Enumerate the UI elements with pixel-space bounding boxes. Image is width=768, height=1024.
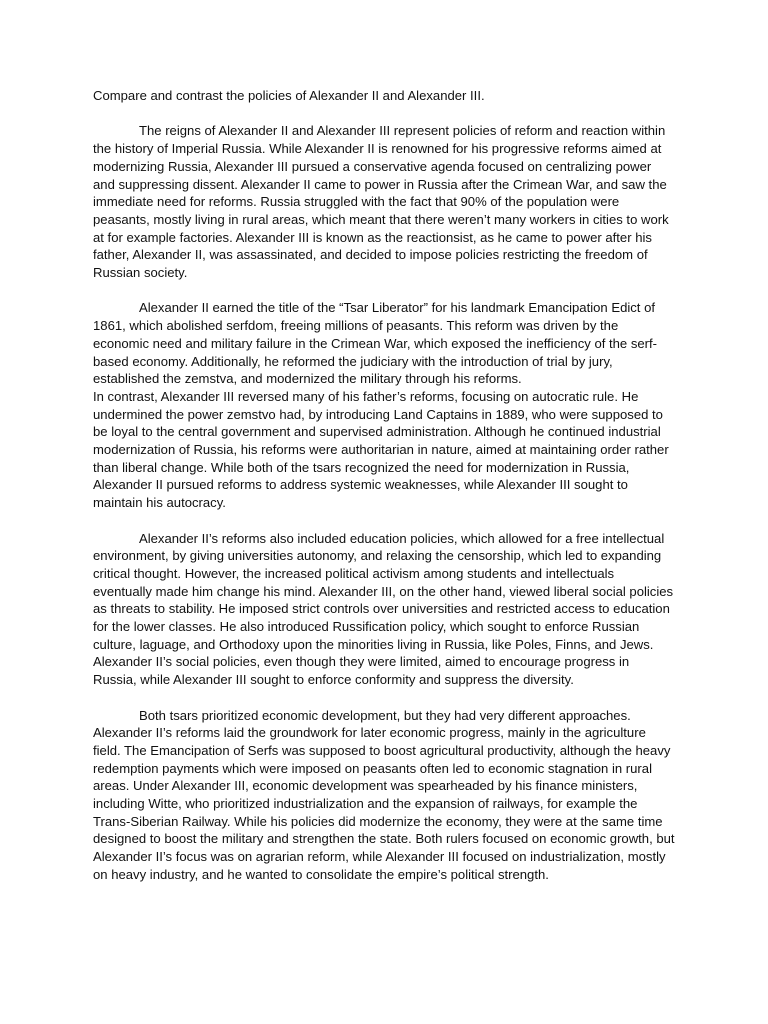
paragraph-economic-development: Both tsars prioritized economic development, but they had very different approaches. Alexander II’s reforms laid the groundwork for later economic progress, mainly in the agriculture field. The Emancipation of Serfs was supposed to boost agricultural productivity, although the heavy redemption payments which were imposed on peasants often led to economic stagnation in rural areas. Under Alexander III, economic development was spearheaded by his finance ministers, including Witte, who prioritized industrialization and the expansion of railways, for example the Trans-Siberian Railway. While his policies did modernize the economy, they were at the same time designed to boost the military and strengthen the state. Both rulers focused on economic growth, but Alexander II’s focus was on agrarian reform, while Alexander III focused on industrialization, mostly on heavy industry, and he wanted to consolidate the empire’s political strength. [93, 707, 675, 882]
paragraph-education-policies: Alexander II’s reforms also included education policies, which allowed for a free intellectual environment, by giving universities autonomy, and relaxing the censorship, which led to expanding critical thought. However, the increased political activism among students and intellectuals eventually made him change his mind. Alexander III, on the other hand, viewed liberal social policies as threats to stability. He imposed strict controls over universities and restricted access to education for the lower classes. He also introduced Russification policy, which sought to enforce Russian culture, laguage, and Orthodoxy upon the minorities living in Russia, like Poles, Finns, and Jews. Alexander II’s social policies, even though they were limited, aimed to encourage progress in Russia, while Alexander III sought to enforce conformity and suppress the diversity. [93, 530, 674, 688]
paragraph-alexander-ii-reforms: Alexander II earned the title of the “Tsar Liberator” for his landmark Emancipation Edict of 1861, which abolished serfdom, freeing millions of peasants. This reform was driven by the economic need and military failure in the Crimean War, which exposed the inefficiency of the serf-based economy. Additionally, he reformed the judiciary with the introduction of trial by jury, established the zemstva, and modernized the military through his reforms. [93, 300, 658, 387]
essay-question: Compare and contrast the policies of Alexander II and Alexander III. [93, 88, 485, 103]
paragraph-alexander-iii-contrast: In contrast, Alexander III reversed many of his father’s reforms, focusing on autocratic rule. He undermined the power zemstvo had, by introducing Land Captains in 1889, who were supposed to be loyal to the central government and supervised administration. Although he continued industrial modernization of Russia, his reforms were authoritarian in nature, aimed at maintaining order rather than liberal change. While both of the tsars recognized the need for modernization in Russia, Alexander II pursued reforms to address systemic weaknesses, while Alexander III sought to maintain his autocracy. [93, 388, 669, 511]
document-page [93, 87, 675, 884]
paragraph-introduction: The reigns of Alexander II and Alexander III represent policies of reform and reaction within the history of Imperial Russia. While Alexander II is renowned for his progressive reforms aimed at modernizing Russia, Alexander III pursued a conservative agenda focused on centralizing power and suppressing dissent. Alexander II came to power in Russia after the Crimean War, and saw the immediate need for reforms. Russia struggled with the fact that 90% of the population were peasants, mostly living in rural areas, which meant that there weren’t many workers in cities to work at for example factories. Alexander III is known as the reactionsist, as he came to power after his father, Alexander II, was assassinated, and decided to impose policies restricting the freedom of Russian society. [93, 123, 669, 281]
